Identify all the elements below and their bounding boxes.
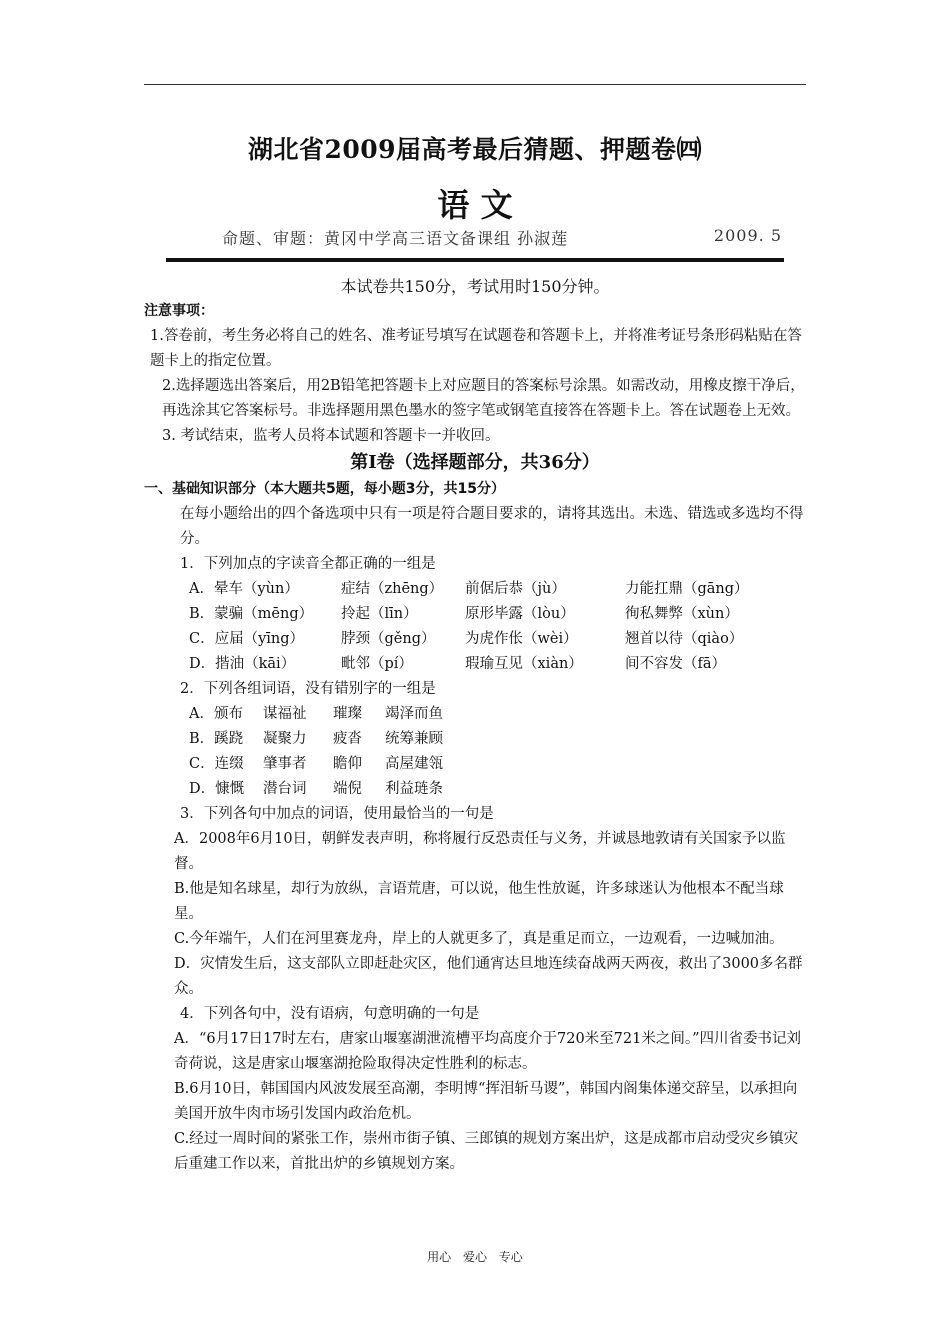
option-cell: 前倨后恭（jù） bbox=[465, 581, 566, 597]
q1-option-a bbox=[144, 577, 806, 602]
option-cell: 利益琏条 bbox=[385, 781, 443, 797]
option-cell: 高屋建瓴 bbox=[385, 756, 443, 772]
q4-option-b: B.6月10日，韩国国内风波发展至高潮，李明博“挥泪斩马谡”，韩国内阁集体递交辞呈，以承担向美国开放牛肉市场引发国内政治危机。 bbox=[174, 1081, 798, 1122]
option-cell: C．连缀 bbox=[189, 756, 244, 772]
option-cell: B．蹊跷 bbox=[189, 731, 244, 747]
option-cell: 毗邻（pí） bbox=[341, 656, 413, 672]
option-cell: 脖颈（gěng） bbox=[341, 631, 436, 647]
q3-option-d: D．灾情发生后，这支部队立即赶赴灾区，他们通宵达旦地连续奋战两天两夜，救出了3000多名群众。 bbox=[174, 956, 803, 997]
q3-option-a: A．2008年6月10日，朝鲜发表声明，称将履行反恐责任与义务，并诚恳地敦请有关国家予以监督。 bbox=[174, 831, 786, 872]
q1-option-b bbox=[144, 602, 806, 627]
q3-option-b: B.他是知名球星，却行为放纵，言语荒唐，可以说，他生性放诞，许多球迷认为他根本不配当球星。 bbox=[174, 881, 784, 922]
question-4-stem: 4．下列各句中，没有语病，句意明确的一句是 bbox=[180, 1006, 480, 1022]
q3-option-c: C.今年端午，人们在河里赛龙舟，岸上的人就更多了，真是重足而立，一边观看，一边喊加油。 bbox=[174, 931, 784, 947]
instructions: 在每小题给出的四个备选项中只有一项是符合题目要求的，请将其选出。未选、错选或多选均不得分。 bbox=[180, 506, 804, 547]
option-cell: 力能扛鼎（gāng） bbox=[625, 581, 749, 597]
option-cell: 谋福祉 bbox=[263, 706, 307, 722]
section-title: 第Ⅰ卷（选择题部分，共36分） bbox=[350, 452, 600, 473]
option-cell: B．蒙骗（mēng） bbox=[189, 606, 314, 622]
part-heading: 一、基础知识部分（本大题共5题，每小题3分，共15分） bbox=[144, 481, 505, 497]
option-cell: 原形毕露（lòu） bbox=[465, 606, 575, 622]
option-cell: 症结（zhēng） bbox=[341, 581, 444, 597]
q2-option-a bbox=[144, 702, 806, 727]
q2-option-c bbox=[144, 752, 806, 777]
option-cell: 为虎作伥（wèi） bbox=[465, 631, 578, 647]
option-cell: 疲沓 bbox=[333, 731, 362, 747]
header-rule bbox=[144, 84, 806, 85]
authors-text: 命题、审题：黄冈中学高三语文备课组 孙淑莲 bbox=[222, 229, 569, 248]
notice-heading: 注意事项： bbox=[144, 303, 214, 319]
exam-info: 本试卷共150分，考试用时150分钟。 bbox=[340, 277, 610, 296]
q1-option-d bbox=[144, 652, 806, 677]
q4-option-a: A．“6月17日17时左右，唐家山堰塞湖泄流槽平均高度介于720米至721米之间。”四川省委书记刘奇荷说，这是唐家山堰塞湖抢险取得决定性胜利的标志。 bbox=[174, 1031, 802, 1072]
q2-option-d bbox=[144, 777, 806, 802]
option-cell: 翘首以待（qiào） bbox=[625, 631, 744, 647]
option-cell: 潜台词 bbox=[263, 781, 307, 797]
option-cell: 璀璨 bbox=[333, 706, 362, 722]
option-cell: 间不容发（fā） bbox=[625, 656, 727, 672]
question-3-stem: 3．下列各句中加点的词语，使用最恰当的一句是 bbox=[180, 806, 494, 822]
q2-option-b bbox=[144, 727, 806, 752]
q1-option-c bbox=[144, 627, 806, 652]
notice-item: 3. 考试结束，监考人员将本试题和答题卡一并收回。 bbox=[162, 428, 500, 444]
option-cell: 拎起（līn） bbox=[341, 606, 418, 622]
question-1-stem: 1．下列加点的字读音全都正确的一组是 bbox=[180, 556, 436, 572]
option-cell: D．慷慨 bbox=[189, 781, 245, 797]
option-cell: 徇私舞弊（xùn） bbox=[625, 606, 739, 622]
exam-content bbox=[144, 299, 806, 1177]
authors-line bbox=[222, 226, 802, 249]
title-rule bbox=[166, 258, 784, 262]
option-cell: 肇事者 bbox=[263, 756, 307, 772]
subject-title: 语 文 bbox=[437, 186, 513, 224]
option-cell: C．应届（yīng） bbox=[189, 631, 305, 647]
question-2-stem: 2．下列各组词语，没有错别字的一组是 bbox=[180, 681, 436, 697]
option-cell: 统筹兼顾 bbox=[385, 731, 443, 747]
exam-date: 2009. 5 bbox=[713, 226, 782, 245]
option-cell: 瑕瑜互见（xiàn） bbox=[465, 656, 583, 672]
option-cell: 瞻仰 bbox=[333, 756, 362, 772]
option-cell: 竭泽而鱼 bbox=[385, 706, 443, 722]
option-cell: A．晕车（yùn） bbox=[189, 581, 299, 597]
page-footer: 用心 爱心 专心 bbox=[427, 1250, 523, 1264]
option-cell: D．揩油（kāi） bbox=[189, 656, 296, 672]
option-cell: 凝聚力 bbox=[263, 731, 307, 747]
exam-title: 湖北省2009届高考最后猜题、押题卷㈣ bbox=[247, 135, 703, 164]
option-cell: A．颁布 bbox=[189, 706, 243, 722]
notice-item: 1.答卷前，考生务必将自己的姓名、准考证号填写在试题卷和答题卡上，并将准考证号条形码粘贴在答题卡上的指定位置。 bbox=[150, 328, 802, 369]
notice-item: 2.选择题选出答案后，用2B铅笔把答题卡上对应题目的答案标号涂黑。如需改动，用橡皮擦干净后，再选涂其它答案标号。非选择题用黑色墨水的签字笔或钢笔直接答在答题卡上。答在试题卷上无效。 bbox=[162, 378, 805, 419]
option-cell: 端倪 bbox=[333, 781, 362, 797]
q4-option-c: C.经过一周时间的紧张工作，崇州市街子镇、三郎镇的规划方案出炉，这是成都市启动受灾乡镇灾后重建工作以来，首批出炉的乡镇规划方案。 bbox=[174, 1131, 799, 1172]
